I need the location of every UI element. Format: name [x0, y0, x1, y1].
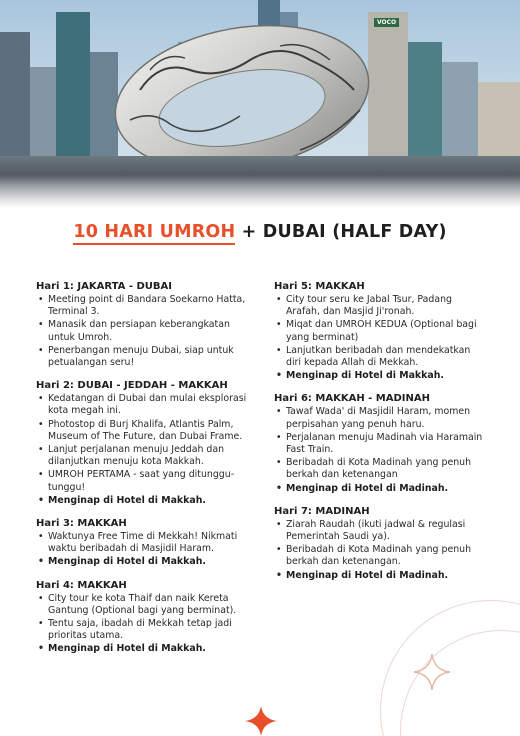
- day-activity-list: [36, 294, 258, 369]
- day-title: Hari 2: DUBAI - JEDDAH - MAKKAH: [36, 380, 228, 392]
- sparkle-icon: [244, 706, 278, 736]
- list-item-hotel: • Menginap di Hotel di Madinah.: [274, 483, 488, 495]
- list-item: • Beribadah di Kota Madinah yang penuh berkah dan ketenangan: [274, 457, 488, 481]
- day-7: [274, 505, 488, 582]
- day-6: [274, 392, 488, 494]
- day-title: Hari 3: MAKKAH: [36, 518, 127, 530]
- list-item: • City tour seru ke Jabal Tsur, Padang Arafah, dan Masjid Ji'ronah.: [274, 294, 488, 318]
- day-title: Hari 7: MADINAH: [274, 505, 370, 517]
- sparkle-icon: [412, 652, 452, 692]
- list-item: • Tawaf Wada' di Masjidil Haram, momen perpisahan yang penuh haru.: [274, 406, 488, 430]
- day-activity-list: [274, 406, 488, 494]
- title-accent: 10 HARI UMROH: [73, 222, 235, 245]
- day-activity-list: [274, 294, 488, 382]
- building-sign: VOCO: [374, 18, 399, 27]
- day-4: [36, 579, 258, 656]
- day-title: Hari 4: MAKKAH: [36, 579, 127, 591]
- list-item-hotel: • Menginap di Hotel di Makkah.: [36, 643, 258, 655]
- page-title: [0, 222, 520, 242]
- title-rest: DUBAI (HALF DAY): [262, 222, 447, 242]
- list-item: • UMROH PERTAMA - saat yang ditunggu-tunggu!: [36, 469, 258, 493]
- day-title: Hari 5: MAKKAH: [274, 281, 365, 292]
- list-item-hotel: • Menginap di Hotel di Makkah.: [36, 556, 258, 568]
- list-item: • City tour ke kota Thaif dan naik Kereta Gantung (Optional bagi yang berminat).: [36, 593, 258, 617]
- list-item: • Tentu saja, ibadah di Mekkah tetap jadi prioritas utama.: [36, 618, 258, 642]
- list-item: • Lanjut perjalanan menuju Jeddah dan dilanjutkan menuju kota Makkah.: [36, 444, 258, 468]
- day-activity-list: [36, 593, 258, 656]
- list-item: • Penerbangan menuju Dubai, siap untuk petualangan seru!: [36, 345, 258, 369]
- hero-fade: [0, 174, 520, 208]
- day-activity-list: [36, 531, 258, 569]
- list-item-hotel: • Menginap di Hotel di Makkah.: [36, 495, 258, 507]
- list-item: • Waktunya Free Time di Mekkah! Nikmati waktu beribadah di Masjidil Haram.: [36, 531, 258, 555]
- list-item: • Lanjutkan beribadah dan mendekatkan diri kepada Allah di Mekkah.: [274, 345, 488, 369]
- list-item: • Miqat dan UMROH KEDUA (Optional bagi yang berminat): [274, 319, 488, 343]
- day-2: [36, 379, 258, 507]
- list-item: • Ziarah Raudah (ikuti jadwal & regulasi Pemerintah Saudi ya).: [274, 519, 488, 543]
- day-activity-list: [36, 393, 258, 507]
- list-item: • Meeting point di Bandara Soekarno Hatta, Terminal 3.: [36, 294, 258, 318]
- list-item-hotel: • Menginap di Hotel di Madinah.: [274, 570, 488, 582]
- list-item: • Perjalanan menuju Madinah via Haramain Fast Train.: [274, 432, 488, 456]
- day-5: [274, 280, 488, 382]
- day-title: Hari 1: JAKARTA - DUBAI: [36, 281, 172, 292]
- day-title: Hari 6: MAKKAH - MADINAH: [274, 393, 430, 405]
- list-item-hotel: • Menginap di Hotel di Makkah.: [274, 370, 488, 382]
- day-1: [36, 280, 258, 369]
- itinerary-column-left: [36, 280, 258, 666]
- list-item: • Kedatangan di Dubai dan mulai eksplorasi kota megah ini.: [36, 393, 258, 417]
- list-item: • Beribadah di Kota Madinah yang penuh berkah dan ketenangan.: [274, 544, 488, 568]
- day-3: [36, 517, 258, 569]
- hero-photo-museum-of-the-future: [0, 0, 520, 208]
- itinerary-column-right: [274, 280, 488, 592]
- list-item: • Manasik dan persiapan keberangkatan untuk Umroh.: [36, 319, 258, 343]
- list-item: • Photostop di Burj Khalifa, Atlantis Palm, Museum of The Future, dan Dubai Frame.: [36, 419, 258, 443]
- day-activity-list: [274, 519, 488, 582]
- title-plus: +: [241, 222, 257, 242]
